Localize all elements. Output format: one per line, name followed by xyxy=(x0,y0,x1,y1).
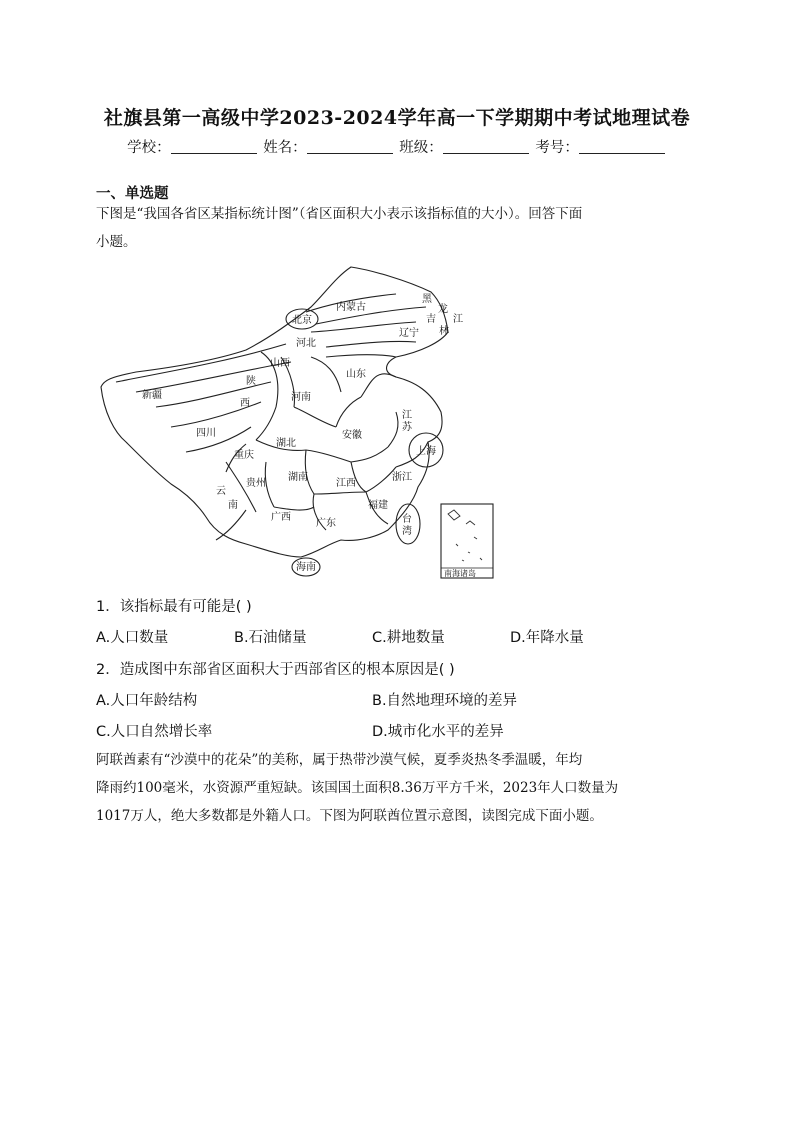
label-jiangxi: 江西 xyxy=(336,478,356,489)
q1-option-b[interactable]: B.石油储量 xyxy=(234,630,307,646)
label-shanxi: 山西 xyxy=(270,358,290,369)
label-guizhou: 贵州 xyxy=(246,478,266,489)
passage-line-2: 降雨约100毫米，水资源严重短缺。该国国土面积8.36万平方千米，2023年人口数量为 xyxy=(96,780,619,796)
label-hubei: 湖北 xyxy=(276,438,296,449)
label-shanghai: 上海 xyxy=(416,446,436,457)
question-1-stem: 1．该指标最有可能是( ) xyxy=(96,599,252,615)
school-label: 学校： xyxy=(127,140,171,156)
label-xi: 西 xyxy=(240,398,250,409)
section-heading: 一、单选题 xyxy=(96,186,169,202)
student-info-row xyxy=(0,136,794,157)
question-2-stem: 2．造成图中东部省区面积大于西部省区的根本原因是( ) xyxy=(96,662,455,678)
label-liaoning: 辽宁 xyxy=(399,328,419,339)
name-blank[interactable] xyxy=(307,139,393,154)
q2-option-d[interactable]: D.城市化水平的差异 xyxy=(372,724,504,740)
passage-line-1: 阿联酋素有“沙漠中的花朵”的美称，属于热带沙漠气候，夏季炎热冬季温暖，年均 xyxy=(96,752,583,768)
exam-number-label: 考号： xyxy=(535,140,579,156)
province-cartogram-map xyxy=(96,262,506,582)
label-long: 龙 xyxy=(438,304,448,315)
label-guangxi: 广西 xyxy=(271,512,291,523)
label-ji: 吉 xyxy=(426,314,436,325)
label-tai: 台 xyxy=(402,514,412,525)
uae-passage xyxy=(96,746,706,830)
label-xinjiang: 新疆 xyxy=(142,390,162,401)
label-yun: 云 xyxy=(216,486,226,497)
q1-option-d[interactable]: D.年降水量 xyxy=(510,630,584,646)
label-lin: 林 xyxy=(439,326,449,337)
label-hainan: 海南 xyxy=(296,562,316,573)
inset-label: 南海诸岛 xyxy=(444,569,476,578)
label-hunan: 湖南 xyxy=(288,472,308,483)
intro-line-2: 小题。 xyxy=(96,234,137,250)
label-anhui: 安徽 xyxy=(342,430,362,441)
label-shandong: 山东 xyxy=(346,369,366,380)
label-wan: 湾 xyxy=(402,526,412,537)
label-jiang-2: 江 xyxy=(402,410,412,421)
label-beijing: 北京 xyxy=(292,315,312,326)
south-china-sea-inset xyxy=(441,504,493,578)
intro-line-1: 下图是“我国各省区某指标统计图”（省区面积大小表示该指标值的大小）。回答下面 xyxy=(96,206,583,222)
q2-option-b[interactable]: B.自然地理环境的差异 xyxy=(372,693,518,709)
label-hebei: 河北 xyxy=(296,338,316,349)
name-label: 姓名： xyxy=(263,140,307,156)
exam-title: 社旗县第一高级中学2023-2024学年高一下学期期中考试地理试卷 xyxy=(103,107,691,129)
exam-number-blank[interactable] xyxy=(579,139,665,154)
label-fujian: 福建 xyxy=(368,500,388,511)
label-chongqing: 重庆 xyxy=(234,450,254,461)
label-hei: 黑 xyxy=(422,294,432,305)
province-labels xyxy=(142,293,463,573)
q2-option-c[interactable]: C.人口自然增长率 xyxy=(96,724,213,740)
label-neimenggu: 内蒙古 xyxy=(336,302,366,313)
label-guangdong: 广东 xyxy=(316,518,336,529)
label-nan: 南 xyxy=(228,500,238,511)
q2-option-a[interactable]: A.人口年龄结构 xyxy=(96,693,198,709)
q1-option-a[interactable]: A.人口数量 xyxy=(96,630,169,646)
label-zhejiang: 浙江 xyxy=(392,472,412,483)
school-blank[interactable] xyxy=(171,139,257,154)
passage-line-3: 1017万人，绝大多数都是外籍人口。下图为阿联酋位置示意图，读图完成下面小题。 xyxy=(96,808,603,824)
label-jiang-1: 江 xyxy=(453,314,463,325)
class-blank[interactable] xyxy=(443,139,529,154)
label-sichuan: 四川 xyxy=(196,428,216,439)
label-henan: 河南 xyxy=(291,392,311,403)
q1-option-c[interactable]: C.耕地数量 xyxy=(372,630,445,646)
label-shaan: 陕 xyxy=(246,376,256,387)
intro-paragraph xyxy=(96,200,696,256)
label-su: 苏 xyxy=(402,422,412,433)
class-label: 班级： xyxy=(399,140,443,156)
